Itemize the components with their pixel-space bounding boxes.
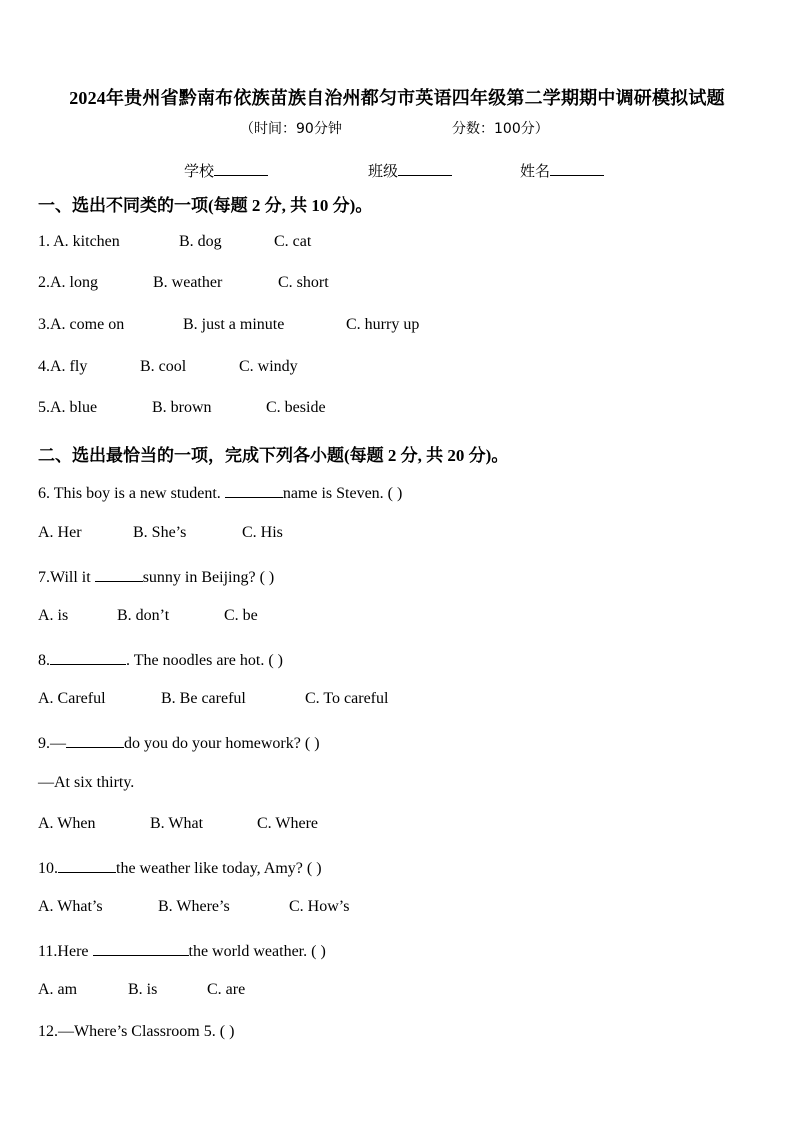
option-a: A. Careful bbox=[38, 690, 106, 707]
option-b: B. don’t bbox=[117, 607, 170, 624]
option-b: B. What bbox=[150, 815, 204, 832]
question-3 bbox=[38, 316, 124, 334]
question-stem: 11.Here bbox=[38, 943, 93, 960]
option-b: B. is bbox=[128, 981, 158, 998]
question-stem-end: the world weather. ( ) bbox=[188, 943, 326, 960]
option-b: B. just a minute bbox=[183, 316, 285, 333]
question-stem: 8. bbox=[38, 652, 50, 669]
class-label: 班级 bbox=[368, 162, 399, 180]
question-12: 12.—Where’s Classroom 5. ( ) bbox=[38, 1023, 235, 1040]
exam-time: （时间：90分钟 bbox=[240, 121, 342, 137]
name-label: 姓名 bbox=[520, 162, 551, 180]
option-a: A. come on bbox=[50, 316, 125, 333]
answer-blank[interactable] bbox=[66, 732, 124, 748]
option-b: B. weather bbox=[153, 274, 223, 291]
question-stem: 6. This boy is a new student. bbox=[38, 485, 225, 502]
question-1 bbox=[38, 233, 120, 251]
option-a: A. When bbox=[38, 815, 96, 832]
option-a: A. is bbox=[38, 607, 69, 624]
name-blank[interactable] bbox=[550, 161, 604, 176]
question-5 bbox=[38, 399, 97, 417]
question-number: 4. bbox=[38, 358, 50, 375]
option-b: B. brown bbox=[152, 399, 212, 416]
answer-blank[interactable] bbox=[50, 649, 126, 665]
option-c: C. are bbox=[207, 981, 246, 998]
answer-blank[interactable] bbox=[58, 857, 116, 873]
question-number: 2. bbox=[38, 274, 50, 291]
question-stem: 7.Will it bbox=[38, 569, 95, 586]
option-a: A. long bbox=[50, 274, 98, 291]
option-a: A. Her bbox=[38, 524, 82, 541]
option-a: A. kitchen bbox=[53, 233, 120, 250]
section2-heading: 二、选出最恰当的一项，完成下列各小题(每题 2 分, 共 20 分)。 bbox=[38, 446, 509, 465]
question-stem-end: name is Steven. ( ) bbox=[282, 485, 403, 502]
option-a: A. blue bbox=[50, 399, 98, 416]
option-c: C. His bbox=[242, 524, 283, 541]
class-blank[interactable] bbox=[398, 161, 452, 176]
question-stem-end: do you do your homework? ( ) bbox=[124, 735, 320, 752]
option-c: C. windy bbox=[239, 358, 298, 375]
question-7 bbox=[38, 566, 274, 587]
school-label: 学校 bbox=[184, 162, 215, 180]
option-b: B. dog bbox=[179, 233, 222, 250]
question-9 bbox=[38, 732, 320, 753]
question-stem: 10. bbox=[38, 860, 58, 877]
section1-heading: 一、选出不同类的一项(每题 2 分, 共 10 分)。 bbox=[38, 196, 373, 215]
question-11 bbox=[38, 940, 326, 961]
option-a: A. fly bbox=[50, 358, 88, 375]
option-c: C. be bbox=[224, 607, 258, 624]
option-c: C. cat bbox=[274, 233, 312, 250]
option-b: B. She’s bbox=[133, 524, 187, 541]
question-6 bbox=[38, 482, 402, 503]
option-c: C. How’s bbox=[289, 898, 350, 915]
answer-blank[interactable] bbox=[93, 940, 189, 956]
question-8 bbox=[38, 649, 283, 670]
school-field bbox=[184, 160, 268, 181]
exam-score: 分数：100分） bbox=[452, 121, 549, 137]
class-field bbox=[368, 160, 452, 181]
question-number: 5. bbox=[38, 399, 50, 416]
option-c: C. hurry up bbox=[346, 316, 420, 333]
question-stem-end: . The noodles are hot. ( ) bbox=[126, 652, 283, 669]
option-c: C. short bbox=[278, 274, 329, 291]
option-a: A. am bbox=[38, 981, 78, 998]
school-blank[interactable] bbox=[214, 161, 268, 176]
question-number: 1. bbox=[38, 233, 54, 250]
answer-blank[interactable] bbox=[95, 566, 143, 582]
option-c: C. To careful bbox=[305, 690, 389, 707]
option-b: B. cool bbox=[140, 358, 187, 375]
question-stem-end: the weather like today, Amy? ( ) bbox=[116, 860, 322, 877]
question-stem: 9.— bbox=[38, 735, 66, 752]
question-10 bbox=[38, 857, 322, 878]
option-c: C. beside bbox=[266, 399, 326, 416]
question-4 bbox=[38, 358, 87, 376]
question-stem-end: sunny in Beijing? ( ) bbox=[142, 569, 275, 586]
question-number: 3. bbox=[38, 316, 50, 333]
answer-blank[interactable] bbox=[225, 482, 283, 498]
question-2 bbox=[38, 274, 98, 292]
option-c: C. Where bbox=[257, 815, 319, 832]
option-a: A. What’s bbox=[38, 898, 103, 915]
name-field bbox=[520, 160, 604, 181]
option-b: B. Be careful bbox=[161, 690, 246, 707]
page-title: 2024年贵州省黔南布依族苗族自治州都匀市英语四年级第二学期期中调研模拟试题 bbox=[69, 88, 725, 108]
option-b: B. Where’s bbox=[158, 898, 230, 915]
dialogue-answer: —At six thirty. bbox=[38, 774, 135, 791]
